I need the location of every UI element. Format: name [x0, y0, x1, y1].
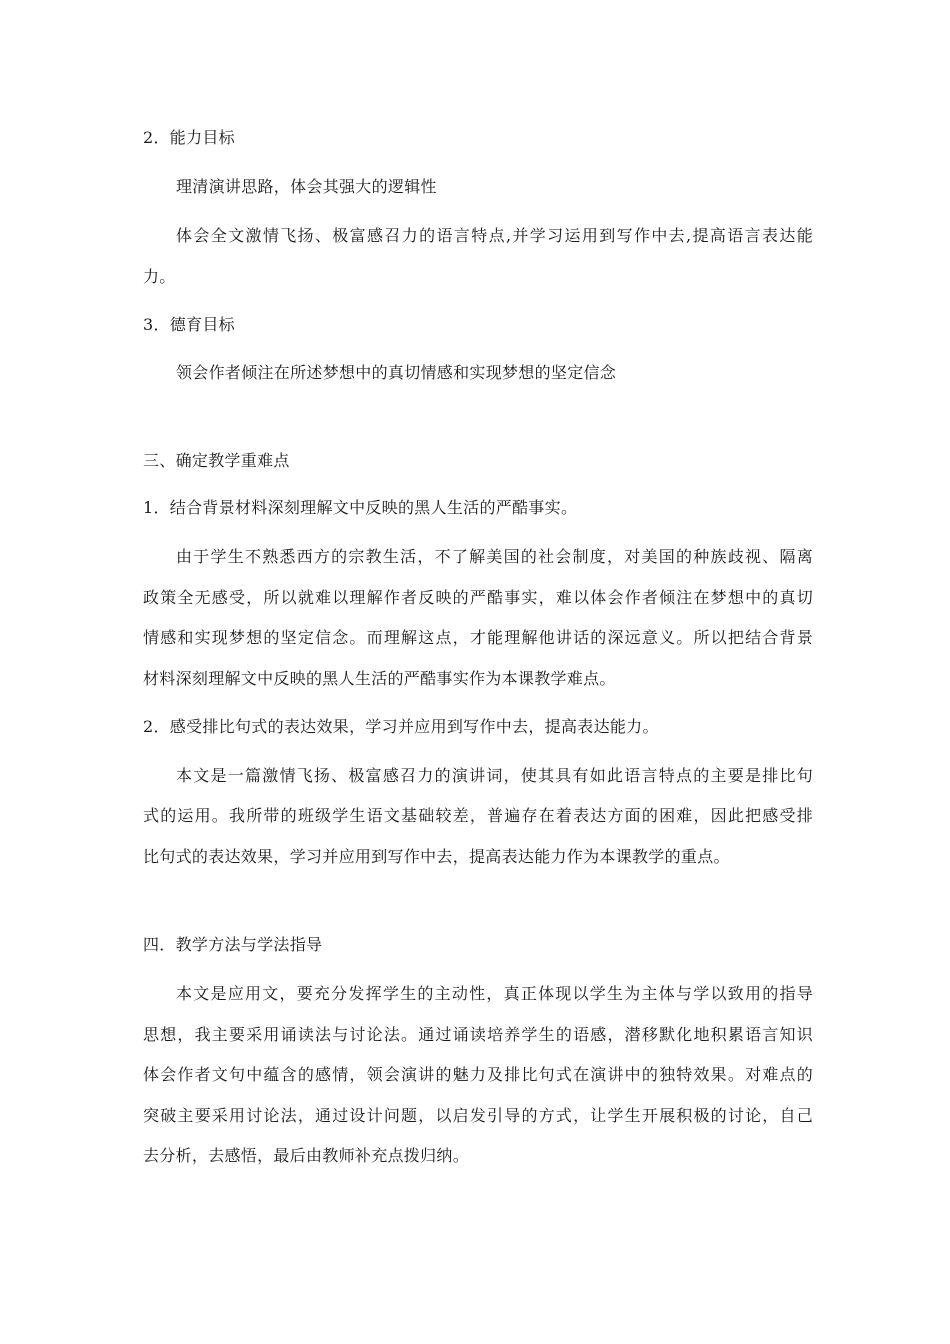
difficulty-point-1-para-line-1: 由于学生不熟悉西方的宗教生活，不了解美国的社会制度，对美国的种族歧视、隔离 — [176, 547, 813, 566]
ability-goal-item-2-line-2: 力。 — [143, 267, 176, 286]
ability-goal-item-1: 理清演讲思路，体会其强大的逻辑性 — [176, 177, 437, 196]
difficulty-point-1-para-line-3: 情感和实现梦想的坚定信念。而理解这点，才能理解他讲话的深远意义。所以把结合背景 — [143, 628, 813, 647]
section-4-heading: 四．教学方法与学法指导 — [143, 935, 323, 954]
moral-goal-heading: 3．德育目标 — [143, 315, 235, 334]
difficulty-point-1-para-line-4: 材料深刻理解文中反映的黑人生活的严酷事实作为本课教学难点。 — [143, 669, 616, 688]
moral-goal-item-1: 领会作者倾注在所述梦想中的真切情感和实现梦想的坚定信念 — [176, 363, 617, 382]
difficulty-point-1-para-line-2: 政策全无感受，所以就难以理解作者反映的严酷事实，难以体会作者倾注在梦想中的真切 — [143, 588, 813, 607]
method-para-line-3: 体会作者文句中蕴含的感情，领会演讲的魅力及排比句式在演讲中的独特效果。对难点的 — [143, 1065, 813, 1084]
key-point-2-para-line-2: 式的运用。我所带的班级学生语文基础较差，普遍存在着表达方面的困难，因此把感受排 — [143, 806, 813, 825]
key-point-2-para-line-3: 比句式的表达效果，学习并应用到写作中去，提高表达能力作为本课教学的重点。 — [143, 847, 730, 866]
key-point-2-para-line-1: 本文是一篇激情飞扬、极富感召力的演讲词，使其具有如此语言特点的主要是排比句 — [176, 766, 813, 785]
key-point-2-heading: 2．感受排比句式的表达效果，学习并应用到写作中去，提高表达能力。 — [143, 717, 659, 736]
ability-goal-item-2-line-1: 体会全文激情飞扬、极富感召力的语言特点,并学习运用到写作中去,提高语言表达能 — [176, 226, 813, 245]
method-para-line-5: 去分析，去感悟，最后由教师补充点拨归纳。 — [143, 1146, 470, 1165]
method-para-line-2: 思想，我主要采用诵读法与讨论法。通过诵读培养学生的语感，潜移默化地积累语言知识 — [143, 1025, 813, 1044]
ability-goal-heading: 2．能力目标 — [143, 128, 235, 147]
difficulty-point-1-heading: 1．结合背景材料深刻理解文中反映的黑人生活的严酷事实。 — [143, 498, 578, 517]
section-3-heading: 三、确定教学重难点 — [143, 451, 290, 470]
method-para-line-4: 突破主要采用讨论法，通过设计问题，以启发引导的方式，让学生开展积极的讨论，自己 — [143, 1106, 813, 1125]
method-para-line-1: 本文是应用文，要充分发挥学生的主动性，真正体现以学生为主体与学以致用的指导 — [176, 984, 813, 1003]
